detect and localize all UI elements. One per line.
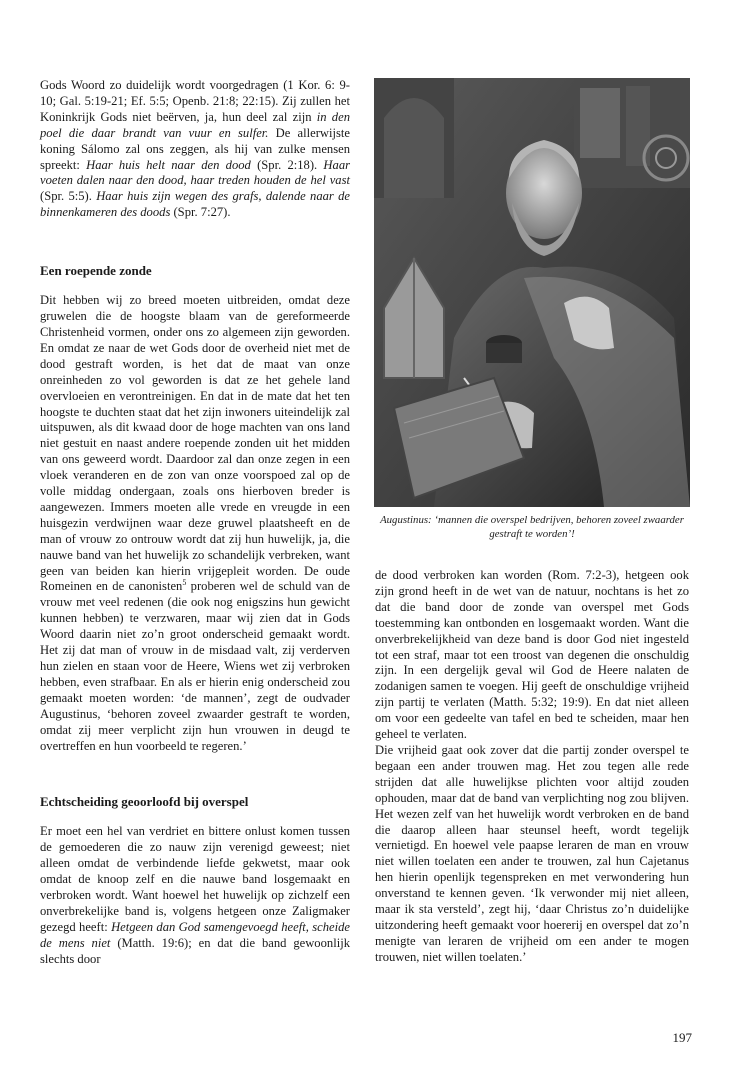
footnote-marker: 5	[182, 578, 187, 588]
right-paragraph-1: de dood verbroken kan worden (Rom. 7:2-3), hetgeen ook zijn grond heeft in de wet van de natuur, nochtans is het zo dat die band door de zonde van overspel met Gods toestemming kan ontbonden en losgemaakt worden. Want die onverbrekelijkheid van deze band is door God niet ingesteld tot een straf, maar tot een troost van degenen die onschuldig zijn. In een dergelijk geval wil God de Heere nalaten de zodanigen samen te voegen. Hij geeft de onschuldige vrijheid zijn partij te verlaten (Matth. 5:32; 19:9). En dat niet alleen om voor een gedeelte van tafel en bed te scheiden, maar hen geheel te verlaten.	[375, 568, 689, 742]
italic-quote: in den poel die daar brandt van vuur en sulfer.	[40, 109, 350, 140]
italic-quote: Hetgeen dan God samengevoegd heeft, scheide de mens niet	[40, 919, 350, 950]
augustinus-painting	[374, 78, 690, 507]
left-column	[40, 78, 350, 968]
right-column	[375, 568, 689, 966]
text-run: proberen wel de schuld van de vrouw met veel redenen (die ook nog enigszins hun gewicht kunnen hebben) te verzwaren, maar wij zien dat in Gods Woord daarin niet zo’n groot onderscheid gemaakt wordt. Het zij dat man of vrouw in de misdaad valt, zij verderven hun zielen en staan voor de Heere, Wiens wet zij verbroken hebben, even strafbaar. En als er hierin enig onderscheid zou gemaakt moeten worden: ‘de mannen’, zegt de oudvader Augustinus, ‘behoren zoveel zwaarder gestraft te worden, omdat zij meer verplicht zijn hun vrouwen in deugd te overtreffen en hun voorbeeld te regeren.’	[40, 579, 350, 753]
italic-quote: Haar huis zijn wegen des grafs, dalende naar de binnenkameren des doods	[40, 189, 351, 220]
roepende-zonde-paragraph	[40, 293, 350, 754]
text-run: De allerwijste koning Sálomo zal ons zeggen, als hij van zulke mensen spreekt:	[40, 125, 350, 172]
text-run: (Spr. 2:18).	[250, 157, 324, 172]
intro-paragraph	[40, 78, 350, 221]
text-run: Gods Woord zo duidelijk wordt voorgedragen (1 Kor. 6: 9-10; Gal. 5:19-21; Ef. 5:5; Openb. 21:8; 22:15). Zij zullen het Koninkrijk Gods niet beërven, ja, hun deel zal zijn	[40, 78, 350, 124]
italic-quote: Haar huis helt naar den dood	[86, 157, 251, 172]
italic-quote: Haar voeten dalen naar den dood, haar treden houden de hel vast	[40, 157, 351, 188]
page-number: 197	[672, 1030, 692, 1045]
text-run: Er moet een hel van verdriet en bittere onlust komen tussen de gemoederen die zo nauw zijn verenigd geweest; niet alleen omdat de verbindende liefde gekwetst, maar ook omdat de knoop zelf en die nauwe band losgemaakt en verbroken wordt. Want hoewel het huwelijk op zichzelf een onverbrekelijke band is, volgens hetgeen onze Zaligmaker gezegd heeft:	[40, 824, 350, 934]
right-paragraph-2: Die vrijheid gaat ook zover dat die partij zonder overspel te begaan een ander trouwen mag. Het zou tegen alle rede strijden dat alle huwelijkse plichten voor altijd zouden ophouden, maar dat de band van verplichting nog zou blijven. Het wezen zelf van het huwelijk wordt verbroken en de band die daarop alleen haar steunsel heeft, wordt tegelijk vernietigd. En hoewel vele paapse leraren de man en vrouw niet willen toelaten een ander te trouwen, zal hun Cajetanus hen hierin openlijk tegenspreken en met verwondering hun onverstand te kennen geven. ‘Ik verwonder mij niet alleen, maar ik sta versteld’, zegt hij, ‘daar Christus zo’n duidelijke uitzondering heeft gemaakt voor hoererij en overspel dat zo’n menigte van leraren de vrijheid om een ander te mogen trouwen, niet willen toelaten.’	[375, 742, 689, 964]
echtscheiding-paragraph	[40, 824, 350, 967]
text-run: Dit hebben wij zo breed moeten uitbreiden, omdat deze gruwelen die de hoogste blaam van de gereformeerde Christenheid vormen, onder ons zo algemeen zijn geworden. En omdat ze naar de wet Gods door de overheid niet met de dood gestraft worden, is het dat de maat van onze onreinheden zo vol geworden is dat ze het gehele land overvloeien en verontreinigen. En dat in de mate dat het ten hoogste te duchten staat dat het zijn inwoners uiteindelijk zal uitspuwen, als dit kwaad door de hoge machten van ons land niet gestuit en naast andere roepende zonden uit het midden van ons geweerd wordt. Daardoor zal dan onze zegen in een vloek veranderen en de zon van onze voorspoed zal op de volle middag ondergaan, zoals ons hierboven breder is aangewezen. Immers moeten alle vrede en vreugde in een huisgezin verdwijnen waar deze gruwel plaatsheeft en de man of vrouw zo ontrouw wordt dat zij hun huwelijk, ja, die nauwe band van het huwelijk zo schandelijk verbreken, want geen van beiden kan hierin vrijgepleit worden. De oude Romeinen en de canonisten	[40, 293, 350, 594]
figure-caption: Augustinus: ‘mannen die overspel bedrijven, behoren zoveel zwaarder gestraft te worden’!	[380, 514, 684, 540]
text-run: (Spr. 7:27).	[170, 205, 231, 220]
text-run: (Matth. 19:6); en dat die band gewoonlijk slechts door	[40, 935, 350, 966]
text-run: (Spr. 5:5).	[40, 189, 97, 204]
section-heading-roepende-zonde: Een roepende zonde	[40, 263, 152, 279]
painting-illustration	[374, 78, 690, 507]
section-heading-echtscheiding: Echtscheiding geoorloofd bij overspel	[40, 794, 249, 810]
